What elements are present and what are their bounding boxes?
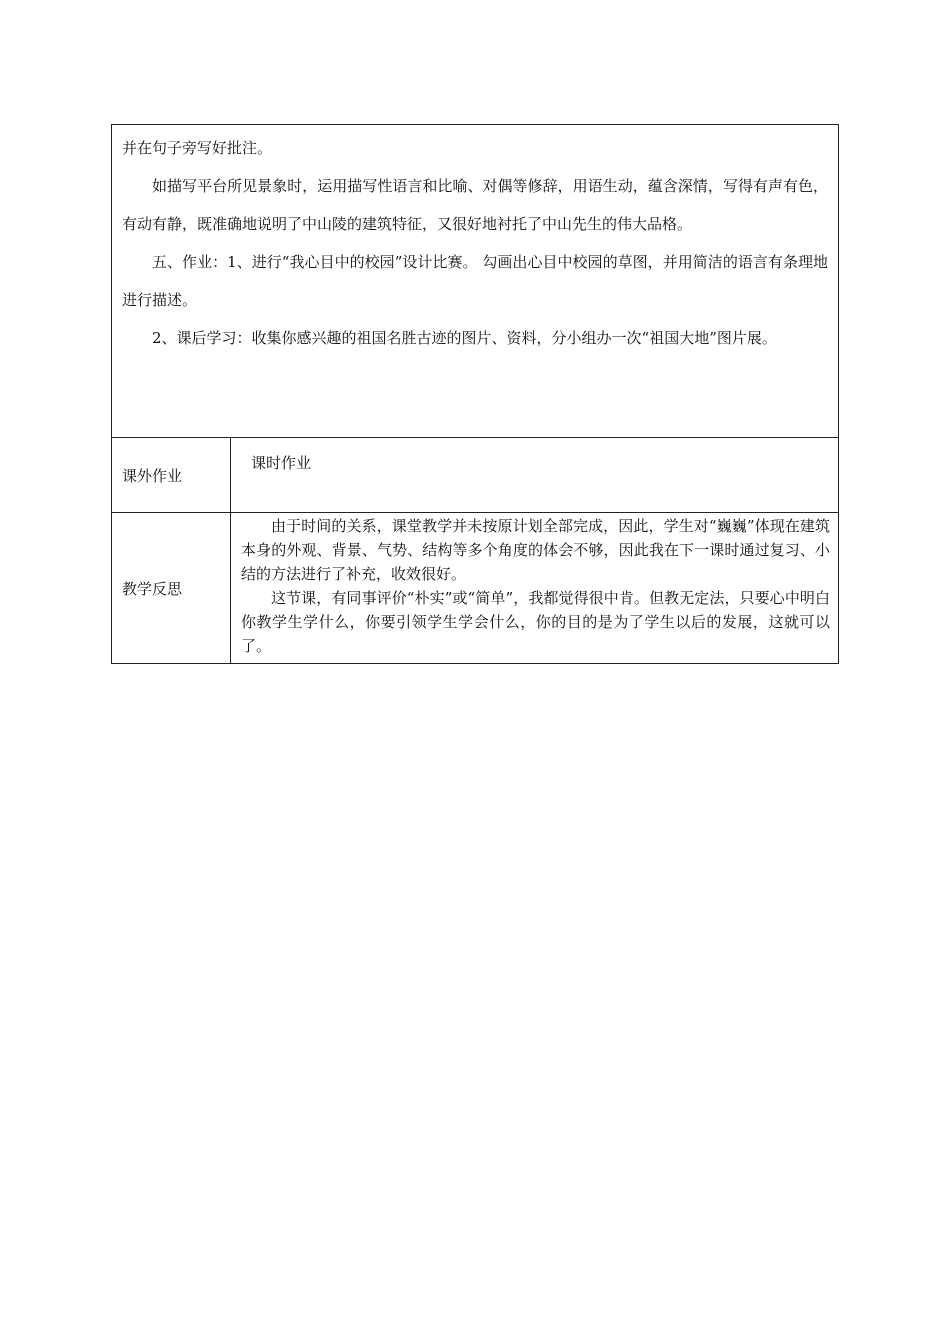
lesson-body-cell (112, 125, 839, 438)
lesson-paragraph-homework-2: 2、课后学习：收集你感兴趣的祖国名胜古迹的图片、资料，分小组办一次“祖国大地”图片展。 (152, 329, 777, 347)
reflection-paragraph-1: 由于时间的关系，课堂教学并未按原计划全部完成，因此，学生对“巍巍”体现在建筑本身的外观、背景、气势、结构等多个角度的体会不够，因此我在下一课时通过复习、小结的方法进行了补充，收效很好。 (241, 517, 830, 583)
reflection-cell (231, 513, 839, 664)
reflection-label: 教学反思 (112, 513, 231, 664)
lesson-body-row (112, 125, 839, 438)
homework-label: 课外作业 (112, 438, 231, 513)
reflection-row (112, 513, 839, 664)
lesson-plan-table (111, 124, 839, 664)
lesson-paragraph-description: 如描写平台所见景象时，运用描写性语言和比喻、对偶等修辞，用语生动，蕴含深情，写得有声有色，有动有静，既准确地说明了中山陵的建筑特征，又很好地衬托了中山先生的伟大品格。 (122, 177, 828, 233)
lesson-paragraph-homework-1: 五、作业：1、进行“我心目中的校园”设计比赛。 勾画出心目中校园的草图，并用简洁的语言有条理地进行描述。 (122, 253, 828, 309)
lesson-paragraph-annotation: 并在句子旁写好批注。 (122, 139, 273, 157)
reflection-paragraph-2: 这节课，有同事评价“朴实”或“简单”，我都觉得很中肯。但教无定法，只要心中明白你教学生学什么，你要引领学生学会什么，你的目的是为了学生以后的发展，这就可以了。 (241, 589, 830, 655)
homework-value: 课时作业 (231, 438, 839, 513)
homework-row (112, 438, 839, 513)
